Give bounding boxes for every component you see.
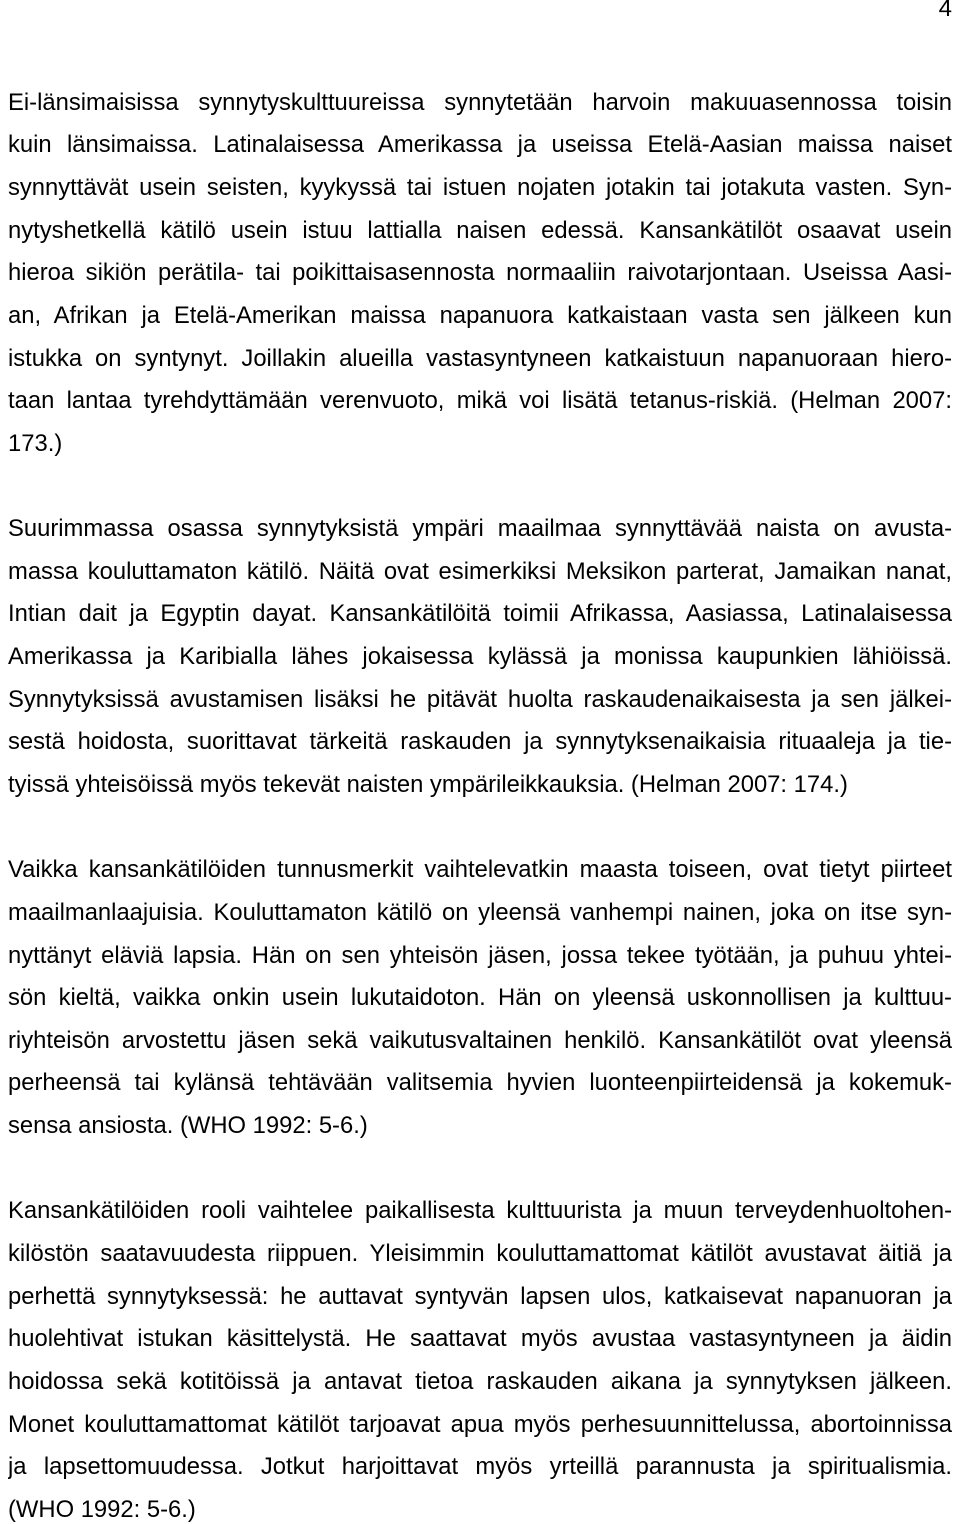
text-line: nyttänyt eläviä lapsia. Hän on sen yhteisön jäsen, jossa tekee työtään, ja puhuu yhtei- (8, 941, 952, 969)
text-line: synnyttävät usein seisten, kyykyssä tai istuen nojaten jotakin tai jotakuta vasten. Syn- (8, 173, 952, 201)
text-line: hoidossa sekä kotitöissä ja antavat tietoa raskauden aikana ja synnytyksen jälkeen. (8, 1367, 952, 1395)
text-line: riyhteisön arvostettu jäsen sekä vaikutusvaltainen henkilö. Kansankätilöt ovat yleensä (8, 1026, 952, 1054)
paragraph-2 (8, 508, 952, 806)
text-line: huolehtivat istukan käsittelystä. He saattavat myös avustaa vastasyntyneen ja äidin (8, 1325, 952, 1353)
text-line: Amerikassa ja Karibialla lähes jokaisessa kylässä ja monissa kaupunkien lähiöissä. (8, 643, 952, 671)
text-line: ja lapsettomuudessa. Jotkut harjoittavat myös yrteillä parannusta ja spiritualismia. (8, 1453, 952, 1481)
text-line: Ei-länsimaisissa synnytyskulttuureissa synnytetään harvoin makuuasennossa toisin (8, 88, 952, 116)
text-line: sestä hoidosta, suorittavat tärkeitä raskauden ja synnytyksenaikaisia rituaaleja ja tie- (8, 728, 952, 756)
paragraph-1 (8, 82, 952, 466)
text-line: (WHO 1992: 5-6.) (8, 1497, 196, 1524)
text-line: maailmanlaajuisia. Kouluttamaton kätilö on yleensä vanhempi nainen, joka on itse syn- (8, 898, 952, 926)
text-line: perhettä synnytyksessä: he auttavat syntyvän lapsen ulos, katkaisevat napanuoran ja (8, 1282, 952, 1310)
text-line: 173.) (8, 429, 63, 457)
text-line: massa kouluttamaton kätilö. Näitä ovat esimerkiksi Meksikon parterat, Jamaikan nanat, (8, 557, 952, 585)
text-line: istukka on syntynyt. Joillakin alueilla vastasyntyneen katkaistuun napanuoraan hiero- (8, 344, 952, 372)
text-line: Intian dait ja Egyptin dayat. Kansankätilöitä toimii Afrikassa, Aasiassa, Latinalaisessa (8, 600, 952, 628)
text-line: hieroa sikiön perätila- tai poikittaisasennosta normaaliin raivotarjontaan. Useissa Aasi- (8, 259, 952, 287)
text-line: Synnytyksissä avustamisen lisäksi he pitävät huolta raskaudenaikaisesta ja sen jälkei- (8, 685, 952, 713)
text-line: taan lantaa tyrehdyttämään verenvuoto, mikä voi lisätä tetanus-riskiä. (Helman 2007: (8, 387, 952, 415)
text-line: kilöstön saatavuudesta riippuen. Yleisimmin kouluttamattomat kätilöt avustavat äitiä ja (8, 1239, 952, 1267)
document-body (8, 82, 952, 1523)
text-line: kuin länsimaissa. Latinalaisessa Amerikassa ja useissa Etelä-Aasian maissa naiset (8, 131, 952, 159)
text-line: sensa ansiosta. (WHO 1992: 5-6.) (8, 1112, 368, 1140)
text-line: tyissä yhteisöissä myös tekevät naisten ympärileikkauksia. (Helman 2007: 174.) (8, 770, 848, 798)
text-line: Kansankätilöiden rooli vaihtelee paikallisesta kulttuurista ja muun terveydenhuoltohen- (8, 1197, 952, 1225)
text-line: sön kieltä, vaikka onkin usein lukutaidoton. Hän on yleensä uskonnollisen ja kulttuu- (8, 984, 952, 1012)
text-line: Monet kouluttamattomat kätilöt tarjoavat apua myös perhesuunnittelussa, abortoinnissa (8, 1410, 952, 1438)
text-line: perheensä tai kylänsä tehtävään valitsemia hyvien luonteenpiirteidensä ja kokemuk- (8, 1069, 952, 1097)
paragraph-4 (8, 1190, 952, 1523)
paragraph-3 (8, 849, 952, 1147)
text-line: Suurimmassa osassa synnytyksistä ympäri maailmaa synnyttävää naista on avusta- (8, 515, 952, 543)
text-line: nytyshetkellä kätilö usein istuu lattialla naisen edessä. Kansankätilöt osaavat usein (8, 216, 952, 244)
text-line: an, Afrikan ja Etelä-Amerikan maissa napanuora katkaistaan vasta sen jälkeen kun (8, 301, 952, 329)
text-line: Vaikka kansankätilöiden tunnusmerkit vaihtelevatkin maasta toiseen, ovat tietyt piirteet (8, 856, 952, 884)
page-number: 4 (938, 0, 952, 22)
